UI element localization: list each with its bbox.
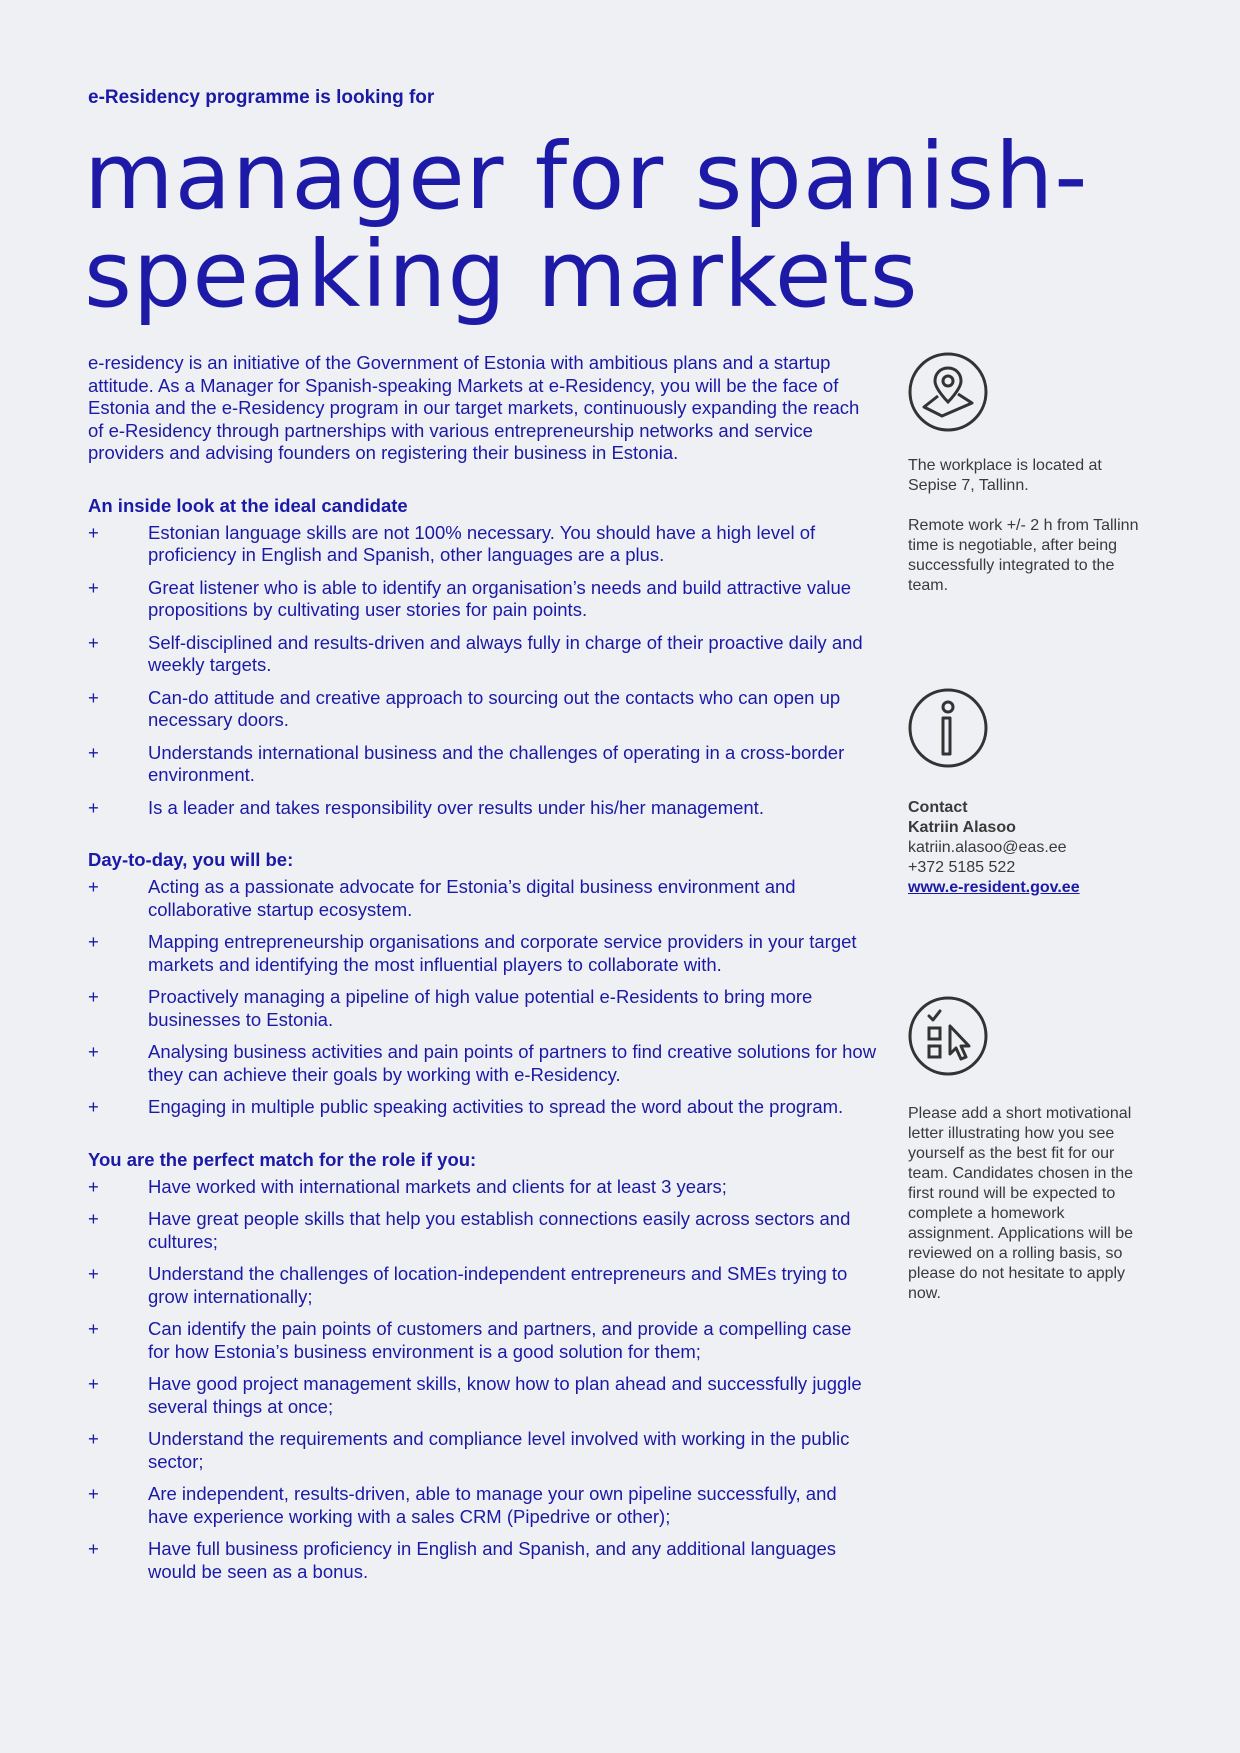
list-item [88, 522, 878, 567]
list-item-text: Have good project management skills, know how to plan ahead and successfully juggle several things at once; [148, 1373, 862, 1417]
list-item [88, 876, 878, 921]
list-item [88, 577, 878, 622]
title-line-2: speaking markets [84, 221, 919, 328]
list-item [88, 1263, 878, 1308]
list-item-text: Proactively managing a pipeline of high value potential e-Residents to bring more businesses to Estonia. [148, 986, 813, 1030]
list-item [88, 797, 878, 820]
list-item-text: Understands international business and the challenges of operating in a cross-border environment. [148, 741, 845, 785]
bullet-list [88, 876, 878, 1119]
info-icon [908, 688, 988, 768]
list-item-text: Understand the requirements and compliance level involved with working in the public sector; [148, 1428, 850, 1472]
list-item-text: Have worked with international markets and clients for at least 3 years; [148, 1175, 727, 1197]
kicker-text: e-Residency programme is looking for [88, 87, 435, 108]
main-content [88, 352, 878, 1613]
remote-work-text: Remote work +/- 2 h from Tallinn time is negotiable, after being successfully integrated to the team. [908, 517, 1139, 594]
section-ideal-candidate [88, 495, 878, 820]
plus-bullet: + [88, 796, 99, 818]
plus-bullet: + [88, 1538, 99, 1559]
contact-info [908, 688, 1148, 898]
list-item [88, 1176, 878, 1199]
plus-bullet: + [88, 576, 99, 598]
contact-email[interactable]: katriin.alasoo@eas.ee [908, 839, 1067, 856]
plus-bullet: + [88, 986, 99, 1007]
plus-bullet: + [88, 521, 99, 543]
location-pin-map-icon [908, 352, 988, 432]
list-item-text: Self-disciplined and results-driven and always fully in charge of their proactive daily and weekly targets. [148, 631, 863, 675]
plus-bullet: + [88, 1428, 99, 1449]
checklist-cursor-icon [908, 996, 988, 1076]
list-item-text: Can identify the pain points of customers and partners, and provide a compelling case for how Estonia’s business environment is a good solution for them; [148, 1318, 852, 1362]
list-item-text: Estonian language skills are not 100% necessary. You should have a high level of proficiency in English and Spanish, other languages are a plus. [148, 521, 816, 565]
section-title: Day-to-day, you will be: [88, 849, 294, 870]
plus-bullet: + [88, 1318, 99, 1339]
section-title: An inside look at the ideal candidate [88, 494, 408, 516]
list-item [88, 931, 878, 976]
intro-paragraph: e-residency is an initiative of the Government of Estonia with ambitious plans and a startup attitude. As a Manager for Spanish-speaking Markets at e-Residency, you will be the face of Estonia and the e-Residency program in our target markets, continuously expanding the reach of e-Residency through partnerships with various entrepreneurship networks and service providers and advising founders on registering their business in Estonia. [88, 352, 860, 463]
page-title [84, 123, 1184, 328]
title-line-1: manager for spanish- [84, 123, 1089, 230]
list-item-text: Acting as a passionate advocate for Estonia’s digital business environment and collaborative startup ecosystem. [148, 876, 796, 920]
list-item [88, 742, 878, 787]
list-item-text: Analysing business activities and pain points of partners to find creative solutions for how they can achieve their goals by working with e-Residency. [148, 1041, 877, 1085]
list-item [88, 632, 878, 677]
list-item [88, 1208, 878, 1253]
list-item-text: Understand the challenges of location-independent entrepreneurs and SMEs trying to grow internationally; [148, 1263, 848, 1307]
section-title: You are the perfect match for the role if you: [88, 1148, 477, 1170]
location-text: The workplace is located at Sepise 7, Tallinn. [908, 457, 1102, 494]
section-perfect-match [88, 1149, 878, 1584]
list-item-text: Is a leader and takes responsibility over results under his/her management. [148, 796, 764, 818]
list-item-text: Mapping entrepreneurship organisations and corporate service providers in your target markets and identifying the most influential players to collaborate with. [148, 931, 857, 975]
list-item-text: Can-do attitude and creative approach to sourcing out the contacts who can open up necessary doors. [148, 686, 841, 730]
plus-bullet: + [88, 741, 99, 763]
plus-bullet: + [88, 686, 99, 708]
list-item-text: Have great people skills that help you establish connections easily across sectors and cultures; [148, 1208, 851, 1252]
list-item-text: Engaging in multiple public speaking activities to spread the word about the program. [148, 1096, 844, 1117]
plus-bullet: + [88, 1208, 99, 1229]
contact-phone: +372 5185 522 [908, 859, 1016, 876]
list-item [88, 1538, 878, 1583]
plus-bullet: + [88, 931, 99, 952]
list-item-text: Have full business proficiency in English and Spanish, and any additional languages would be seen as a bonus. [148, 1538, 837, 1582]
plus-bullet: + [88, 1096, 99, 1117]
list-item-text: Great listener who is able to identify an organisation’s needs and build attractive value propositions by cultivating user stories for pain points. [148, 576, 852, 620]
plus-bullet: + [88, 1483, 99, 1504]
plus-bullet: + [88, 1041, 99, 1062]
plus-bullet: + [88, 1175, 99, 1197]
plus-bullet: + [88, 631, 99, 653]
list-item-text: Are independent, results-driven, able to manage your own pipeline successfully, and have experience working with a sales CRM (Pipedrive or other); [148, 1483, 837, 1527]
list-item [88, 1373, 878, 1418]
apply-text: Please add a short motivational letter illustrating how you see yourself as the best fit for our team. Candidates chosen in the first round will be expected to complete a homework assignment. Applications will be reviewed on a rolling basis, so please do not hesitate to apply now. [908, 1105, 1134, 1302]
section-day-to-day [88, 849, 878, 1119]
list-item [88, 1428, 878, 1473]
plus-bullet: + [88, 1373, 99, 1394]
list-item [88, 1318, 878, 1363]
list-item [88, 1041, 878, 1086]
plus-bullet: + [88, 1263, 99, 1284]
bullet-list [88, 1176, 878, 1584]
bullet-list [88, 522, 878, 820]
list-item [88, 687, 878, 732]
list-item [88, 986, 878, 1031]
apply-info [908, 996, 1148, 1304]
contact-label: Contact [908, 799, 968, 816]
list-item [88, 1096, 878, 1119]
list-item [88, 1483, 878, 1528]
plus-bullet: + [88, 876, 99, 897]
contact-name: Katriin Alasoo [908, 819, 1016, 836]
website-link[interactable]: www.e-resident.gov.ee [908, 879, 1080, 896]
location-info [908, 352, 1148, 596]
